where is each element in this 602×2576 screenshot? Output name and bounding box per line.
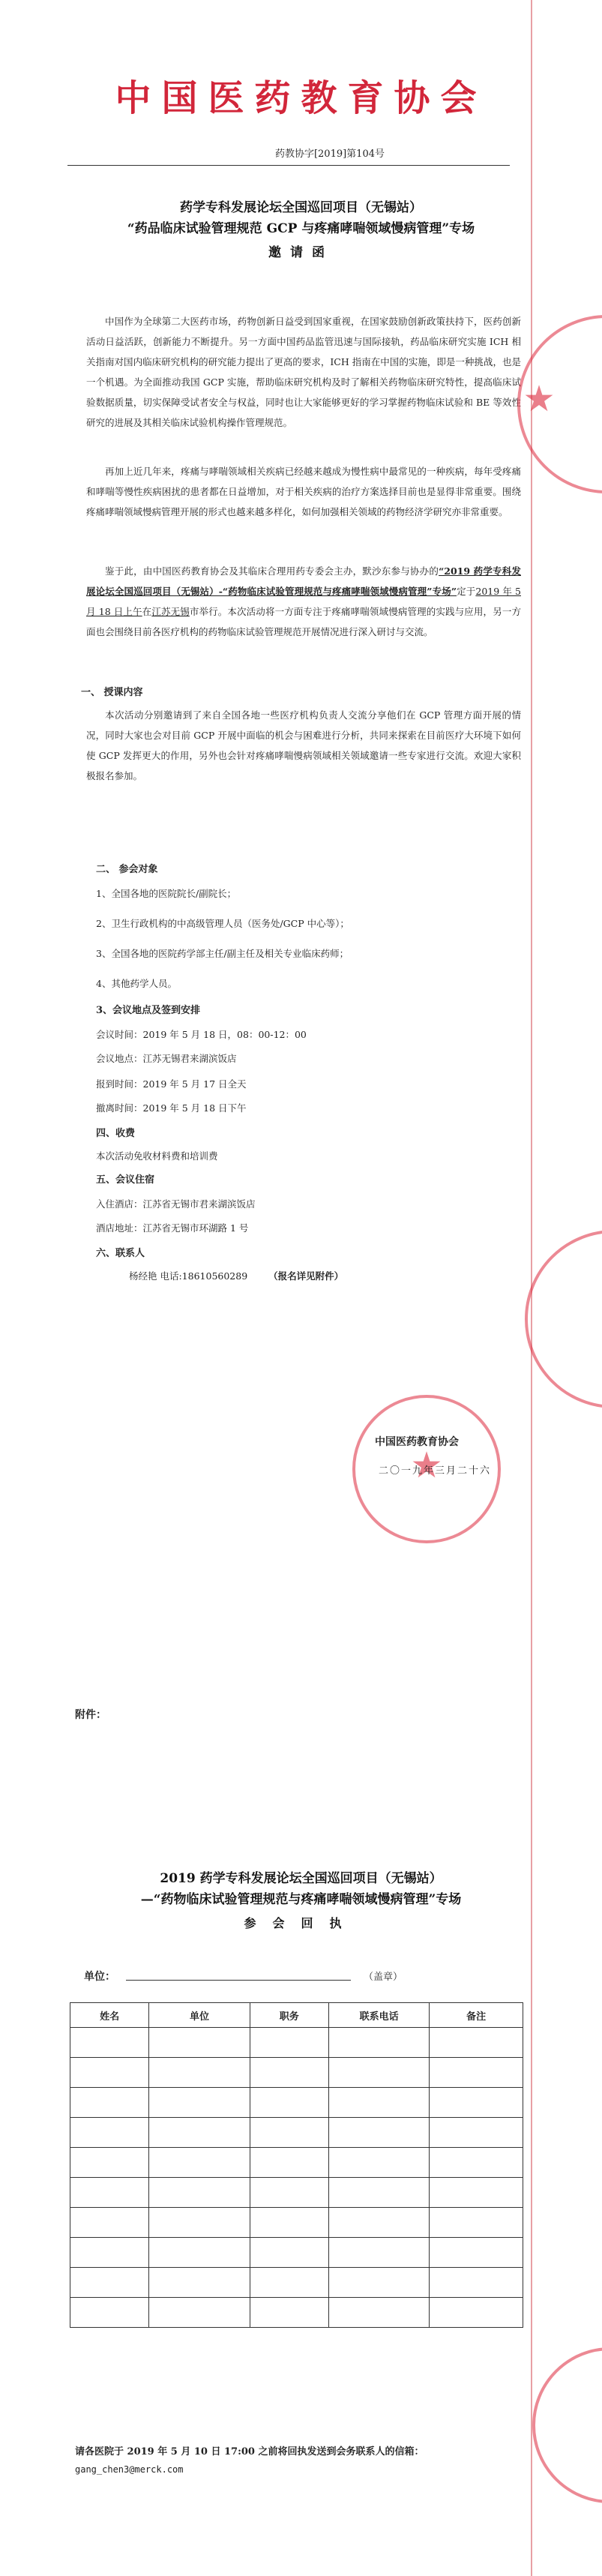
signature-date: 二〇一九年三月二十六 xyxy=(379,1465,492,1477)
table-row xyxy=(70,2118,523,2148)
table-cell-input[interactable] xyxy=(250,2028,328,2058)
signature-org: 中国医药教育协会 xyxy=(375,1436,459,1448)
table-cell-input[interactable] xyxy=(70,2268,149,2298)
table-cell-input[interactable] xyxy=(430,2148,523,2178)
invitation-title-line3: 邀请函 xyxy=(268,245,334,260)
intro-p3-event-name: “2019 药学专科发展论坛全国巡回项目（无锡站）-“药物临床试验管理规范与疼痛哮喘领域慢病管理”专场” xyxy=(86,565,521,597)
table-cell-input[interactable] xyxy=(149,2268,250,2298)
table-cell-input[interactable] xyxy=(250,2148,328,2178)
table-row xyxy=(70,2058,523,2088)
table-cell-input[interactable] xyxy=(328,2178,429,2208)
hotel-name: 入住酒店：江苏省无锡市君来湖滨饭店 xyxy=(96,1198,256,1210)
table-cell-input[interactable] xyxy=(149,2208,250,2238)
invitation-title-line1: 药学专科发展论坛全国巡回项目（无锡站） xyxy=(180,200,422,215)
invitation-title-line2: “药品临床试验管理规范 GCP 与疼痛哮喘领域慢病管理”专场 xyxy=(127,221,475,236)
table-cell-input[interactable] xyxy=(149,2148,250,2178)
contact-line xyxy=(129,1269,343,1282)
table-cell-input[interactable] xyxy=(250,2058,328,2088)
table-cell-input[interactable] xyxy=(70,2088,149,2118)
table-cell-input[interactable] xyxy=(250,2238,328,2268)
col-header-position: 职务 xyxy=(250,2003,328,2028)
table-cell-input[interactable] xyxy=(430,2238,523,2268)
table-cell-input[interactable] xyxy=(328,2028,429,2058)
table-cell-input[interactable] xyxy=(70,2118,149,2148)
table-cell-input[interactable] xyxy=(328,2298,429,2328)
attendee-item: 4、其他药学人员。 xyxy=(96,978,177,989)
table-cell-input[interactable] xyxy=(149,2058,250,2088)
section-2-heading: 二、 参会对象 xyxy=(96,864,158,875)
table-cell-input[interactable] xyxy=(149,2178,250,2208)
table-cell-input[interactable] xyxy=(328,2148,429,2178)
checkin-time: 报到时间：2019 年 5 月 17 日全天 xyxy=(96,1078,247,1090)
table-cell-input[interactable] xyxy=(70,2148,149,2178)
contact-person: 杨经艳 电话:18610560289 xyxy=(129,1270,248,1282)
table-row xyxy=(70,2178,523,2208)
col-header-name: 姓名 xyxy=(70,2003,149,2028)
side-seal-bottom xyxy=(532,2347,602,2503)
table-cell-input[interactable] xyxy=(70,2178,149,2208)
side-seal-star-icon: ★ xyxy=(523,378,556,420)
table-cell-input[interactable] xyxy=(149,2028,250,2058)
section-5-heading: 五、会议住宿 xyxy=(96,1174,155,1186)
registration-note: （报名详见附件） xyxy=(268,1270,344,1282)
intro-p3-part-e: 在 xyxy=(142,606,152,617)
reply-title-line1: 2019 药学专科发展论坛全国巡回项目（无锡站） xyxy=(160,1871,442,1886)
table-cell-input[interactable] xyxy=(149,2118,250,2148)
intro-paragraph-3 xyxy=(86,561,521,642)
document-number: 药教协字[2019]第104号 xyxy=(274,148,385,160)
attendee-item: 2、卫生行政机构的中高级管理人员（医务处/GCP 中心等）； xyxy=(96,918,349,929)
table-cell-input[interactable] xyxy=(250,2118,328,2148)
table-row xyxy=(70,2148,523,2178)
meeting-venue: 会议地点：江苏无锡君来湖滨饭店 xyxy=(96,1053,237,1064)
intro-paragraph-1: 中国作为全球第二大医药市场，药物创新日益受到国家重视，在国家鼓励创新政策扶持下，医药创新活动日益活跃，创新能力不断提升。另一方面中国药品监管迅速与国际接轨，药品临床研究实施 ICH 相关指南对国内临床研究机构的研究能力提出了更高的要求，ICH 指南在中国的实施，即是一种挑战，也是一个机遇。为全面推动我国 GCP 实施，帮助临床研究机构及时了解相关药物临床研究特性，提高临床试验数据质量，切实保障受试者安全与权益，同时也让大家能够更好的学习掌握药物临床试验和 BE 等效性研究的进展及其相关临床试验机构操作管理规范。 xyxy=(86,316,521,428)
meeting-time: 会议时间：2019 年 5 月 18 日，08：00-12：00 xyxy=(96,1029,307,1040)
table-cell-input[interactable] xyxy=(70,2058,149,2088)
attendee-item: 1、全国各地的医院院长/副院长； xyxy=(96,888,237,899)
table-cell-input[interactable] xyxy=(430,2298,523,2328)
table-cell-input[interactable] xyxy=(328,2058,429,2088)
stamp-label: （盖章） xyxy=(364,1972,403,1983)
attachment-label: 附件： xyxy=(75,1709,106,1721)
reply-title-line2: —“药物临床试验管理规范与疼痛哮喘领域慢病管理”专场 xyxy=(140,1892,462,1907)
table-cell-input[interactable] xyxy=(70,2208,149,2238)
table-cell-input[interactable] xyxy=(430,2268,523,2298)
section-1-body: 本次活动分别邀请到了来自全国各地一些医疗机构负责人交流分享他们在 GCP 管理方面开展的情况，同时大家也会对目前 GCP 开展中面临的机会与困难进行分析，共同来探索在目前医疗大环境下如何使 GCP 发挥更大的作用，另外也会针对疼痛哮喘慢病领域相关领域邀请一些专家进行交流。欢迎大家积极报名参加。 xyxy=(86,709,521,781)
intro-p3-date: 2019 年 5 月 18 日上午 xyxy=(86,586,521,617)
table-cell-input[interactable] xyxy=(70,2028,149,2058)
section-4-heading: 四、收费 xyxy=(96,1128,136,1139)
table-cell-input[interactable] xyxy=(328,2268,429,2298)
fee-note: 本次活动免收材料费和培训费 xyxy=(96,1150,218,1162)
reply-table xyxy=(70,2002,523,2328)
table-cell-input[interactable] xyxy=(149,2298,250,2328)
intro-p3-part-c: 定于 xyxy=(457,586,476,597)
seal-star-icon: ★ xyxy=(410,1444,443,1486)
intro-p3-city: 江苏无锡 xyxy=(151,606,190,617)
reply-deadline-note: 请各医院于 2019 年 5 月 10 日 17:00 之前将回执发送到会务联系人的信箱： xyxy=(75,2446,424,2458)
table-cell-input[interactable] xyxy=(328,2208,429,2238)
reply-table-header-row xyxy=(70,2003,523,2028)
unit-input-line[interactable] xyxy=(126,1980,351,1981)
col-header-remark: 备注 xyxy=(430,2003,523,2028)
table-cell-input[interactable] xyxy=(250,2208,328,2238)
table-row xyxy=(70,2268,523,2298)
side-seal-top xyxy=(517,315,602,493)
reply-table-body xyxy=(70,2028,523,2328)
table-row xyxy=(70,2208,523,2238)
table-row xyxy=(70,2088,523,2118)
section-3-heading: 3、会议地点及签到安排 xyxy=(96,1005,201,1016)
unit-label: 单位： xyxy=(84,1971,115,1983)
table-cell-input[interactable] xyxy=(430,2208,523,2238)
table-cell-input[interactable] xyxy=(328,2118,429,2148)
depart-time: 撤离时间：2019 年 5 月 18 日下午 xyxy=(96,1102,247,1114)
table-row xyxy=(70,2238,523,2268)
table-cell-input[interactable] xyxy=(430,2088,523,2118)
header-divider xyxy=(67,165,510,166)
hotel-address: 酒店地址：江苏省无锡市环湖路 1 号 xyxy=(96,1222,249,1234)
table-cell-input[interactable] xyxy=(149,2238,250,2268)
table-cell-input[interactable] xyxy=(430,2058,523,2088)
table-cell-input[interactable] xyxy=(250,2178,328,2208)
table-row xyxy=(70,2028,523,2058)
section-6-heading: 六、联系人 xyxy=(96,1248,145,1259)
table-cell-input[interactable] xyxy=(149,2088,250,2118)
org-header-title: 中国医药教育协会 xyxy=(115,77,487,119)
table-cell-input[interactable] xyxy=(250,2088,328,2118)
side-seal-middle xyxy=(525,1230,602,1408)
table-cell-input[interactable] xyxy=(250,2268,328,2298)
reply-title-line3: 参会回执 xyxy=(244,1916,358,1930)
col-header-unit: 单位 xyxy=(149,2003,250,2028)
intro-paragraph-2: 再加上近几年来，疼痛与哮喘领域相关疾病已经越来越成为慢性病中最常见的一种疾病，每年受疼痛和哮喘等慢性疾病困扰的患者都在日益增加，对于相关疾病的治疗方案选择目前也是显得非常重要。围绕疼痛哮喘领域慢病管理开展的形式也越来越多样化，如何加强相关领域的药物经济学研究亦非常重要。 xyxy=(86,466,521,517)
intro-p3-part-a: 鉴于此，由中国医药教育协会及其临床合理用药专委会主办，默沙东参与协办的 xyxy=(105,565,439,577)
table-cell-input[interactable] xyxy=(70,2238,149,2268)
table-cell-input[interactable] xyxy=(70,2298,149,2328)
col-header-phone: 联系电话 xyxy=(328,2003,429,2028)
table-cell-input[interactable] xyxy=(328,2238,429,2268)
table-row xyxy=(70,2298,523,2328)
intro-p3-part-g: 市举行。本次活动将一方面专注于疼痛哮喘领域慢病管理的实践与应用，另一方面也会围绕目前各医疗机构的药物临床试验管理规范开展情况进行深入研讨与交流。 xyxy=(86,606,521,637)
attendee-item: 3、全国各地的医院药学部主任/副主任及相关专业临床药师； xyxy=(96,948,349,959)
section-1-heading: 一、 授课内容 xyxy=(81,687,143,698)
table-cell-input[interactable] xyxy=(430,2178,523,2208)
table-cell-input[interactable] xyxy=(430,2118,523,2148)
table-cell-input[interactable] xyxy=(430,2028,523,2058)
table-cell-input[interactable] xyxy=(250,2298,328,2328)
contact-email: gang_chen3@merck.com xyxy=(75,2464,184,2475)
table-cell-input[interactable] xyxy=(328,2088,429,2118)
